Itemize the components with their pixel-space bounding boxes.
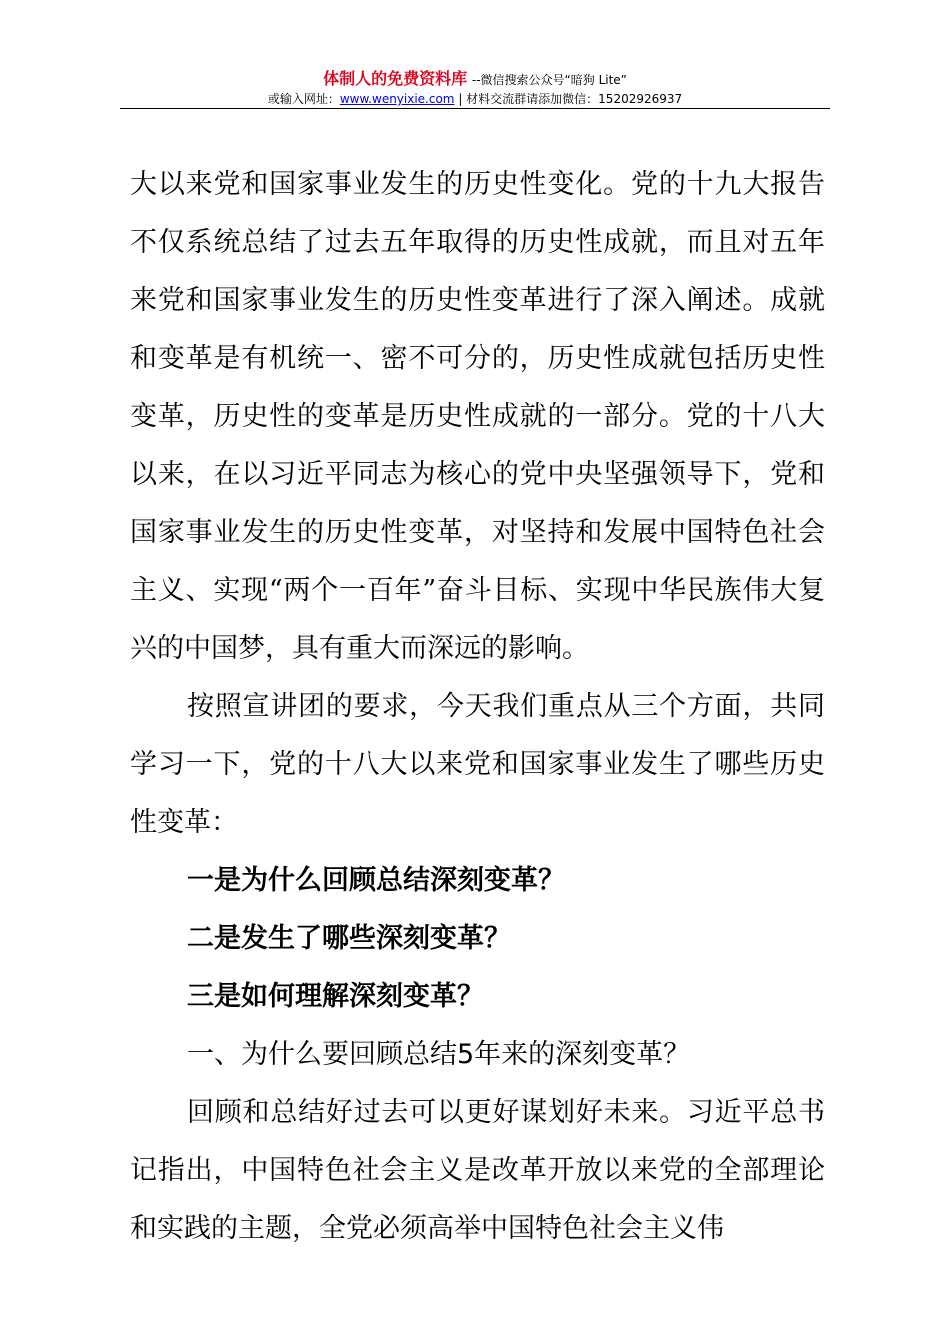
header-url-prefix: 或输入网址：	[267, 92, 340, 106]
section-heading: 一、为什么要回顾总结5年来的深刻变革？	[187, 1039, 691, 1070]
body-paragraph-section: 回顾和总结好过去可以更好谋划好未来。习近平总书记指出，中国特色社会主义是改革开放以来党的全部理论和实践的主题，全党必须高举中国特色社会主义伟	[130, 1097, 825, 1244]
header-contact-line	[120, 91, 830, 107]
body-paragraph-intro: 按照宣讲团的要求，今天我们重点从三个方面，共同学习一下，党的十八大以来党和国家事业发生了哪些历史性变革：	[130, 691, 825, 838]
outline-item-1: 一是为什么回顾总结深刻变革？	[187, 865, 565, 896]
header-divider	[120, 108, 830, 109]
header-title-line	[120, 70, 830, 89]
header-subtitle: --微信搜索公众号“暗狗 Lite”	[471, 73, 627, 87]
header-wechat-info: | 材料交流群请添加微信：15202926937	[454, 92, 683, 106]
outline-item-3: 三是如何理解深刻变革？	[187, 981, 484, 1012]
header-url-link[interactable]: www.wenyixie.com	[339, 92, 455, 106]
page-header	[120, 70, 830, 107]
header-title: 体制人的免费资料库	[323, 69, 468, 88]
document-body	[130, 156, 825, 1258]
outline-item-2: 二是发生了哪些深刻变革？	[187, 923, 511, 954]
body-paragraph-continuation: 大以来党和国家事业发生的历史性变化。党的十九大报告不仅系统总结了过去五年取得的历史性成就，而且对五年来党和国家事业发生的历史性变革进行了深入阐述。成就和变革是有机统一、密不可分的，历史性成就包括历史性变革，历史性的变革是历史性成就的一部分。党的十八大以来，在以习近平同志为核心的党中央坚强领导下，党和国家事业发生的历史性变革，对坚持和发展中国特色社会主义、实现“两个一百年”奋斗目标、实现中华民族伟大复兴的中国梦，具有重大而深远的影响。	[130, 169, 825, 664]
